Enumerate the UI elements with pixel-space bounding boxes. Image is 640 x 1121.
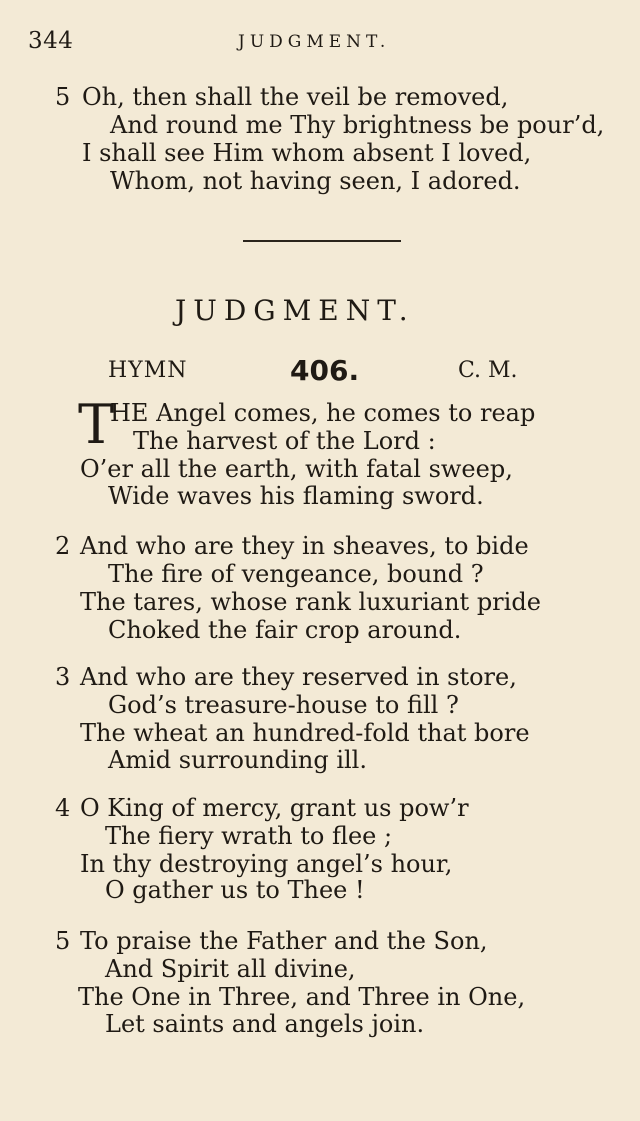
hymn-number: 406. <box>290 354 360 387</box>
verse-line: HE Angel comes, he comes to reap <box>110 399 536 427</box>
verse-line: The fire of vengeance, bound ? <box>108 560 484 588</box>
verse-line: Wide waves his flaming sword. <box>108 482 484 510</box>
verse-line: The wheat an hundred-fold that bore <box>80 719 530 747</box>
verse-line: And who are they reserved in store, <box>80 663 517 691</box>
verse-line: Oh, then shall the veil be removed, <box>82 83 509 111</box>
stanza-number: 5 <box>55 927 71 955</box>
verse-line: The fiery wrath to flee ; <box>105 822 393 850</box>
verse-line: The tares, whose rank luxuriant pride <box>80 588 541 616</box>
verse-line: To praise the Father and the Son, <box>80 927 488 955</box>
running-head: JUDGMENT. <box>238 32 391 52</box>
page-number: 344 <box>28 28 74 54</box>
section-divider <box>243 240 401 242</box>
verse-line: The harvest of the Lord : <box>133 427 436 455</box>
stanza-number: 3 <box>55 663 71 691</box>
page-header <box>28 28 620 58</box>
verse-line: In thy destroying angel’s hour, <box>80 850 453 878</box>
verse-line: Whom, not having seen, I adored. <box>110 167 521 195</box>
verse-line: And who are they in sheaves, to bide <box>80 532 529 560</box>
verse-line: And round me Thy brightness be pour’d, <box>110 111 605 139</box>
verse-line: O’er all the earth, with fatal sweep, <box>80 455 513 483</box>
stanza-number: 5 <box>55 83 71 111</box>
verse-line: O gather us to Thee ! <box>105 876 365 904</box>
verse-line: Choked the fair crop around. <box>108 616 462 644</box>
stanza-number: 4 <box>55 794 71 822</box>
verse-line: And Spirit all divine, <box>105 955 356 983</box>
verse-line: O King of mercy, grant us pow’r <box>80 794 469 822</box>
hymn-meter: C. M. <box>458 358 518 383</box>
section-title: JUDGMENT. <box>175 294 415 327</box>
verse-line: The One in Three, and Three in One, <box>78 983 526 1011</box>
drop-cap: T <box>78 393 115 456</box>
verse-line: Amid surrounding ill. <box>108 746 367 774</box>
verse-line: God’s treasure-house to fill ? <box>108 691 459 719</box>
hymn-label: HYMN <box>108 358 188 383</box>
verse-line: I shall see Him whom absent I loved, <box>82 139 532 167</box>
stanza-number: 2 <box>55 532 71 560</box>
verse-line: Let saints and angels join. <box>105 1010 425 1038</box>
